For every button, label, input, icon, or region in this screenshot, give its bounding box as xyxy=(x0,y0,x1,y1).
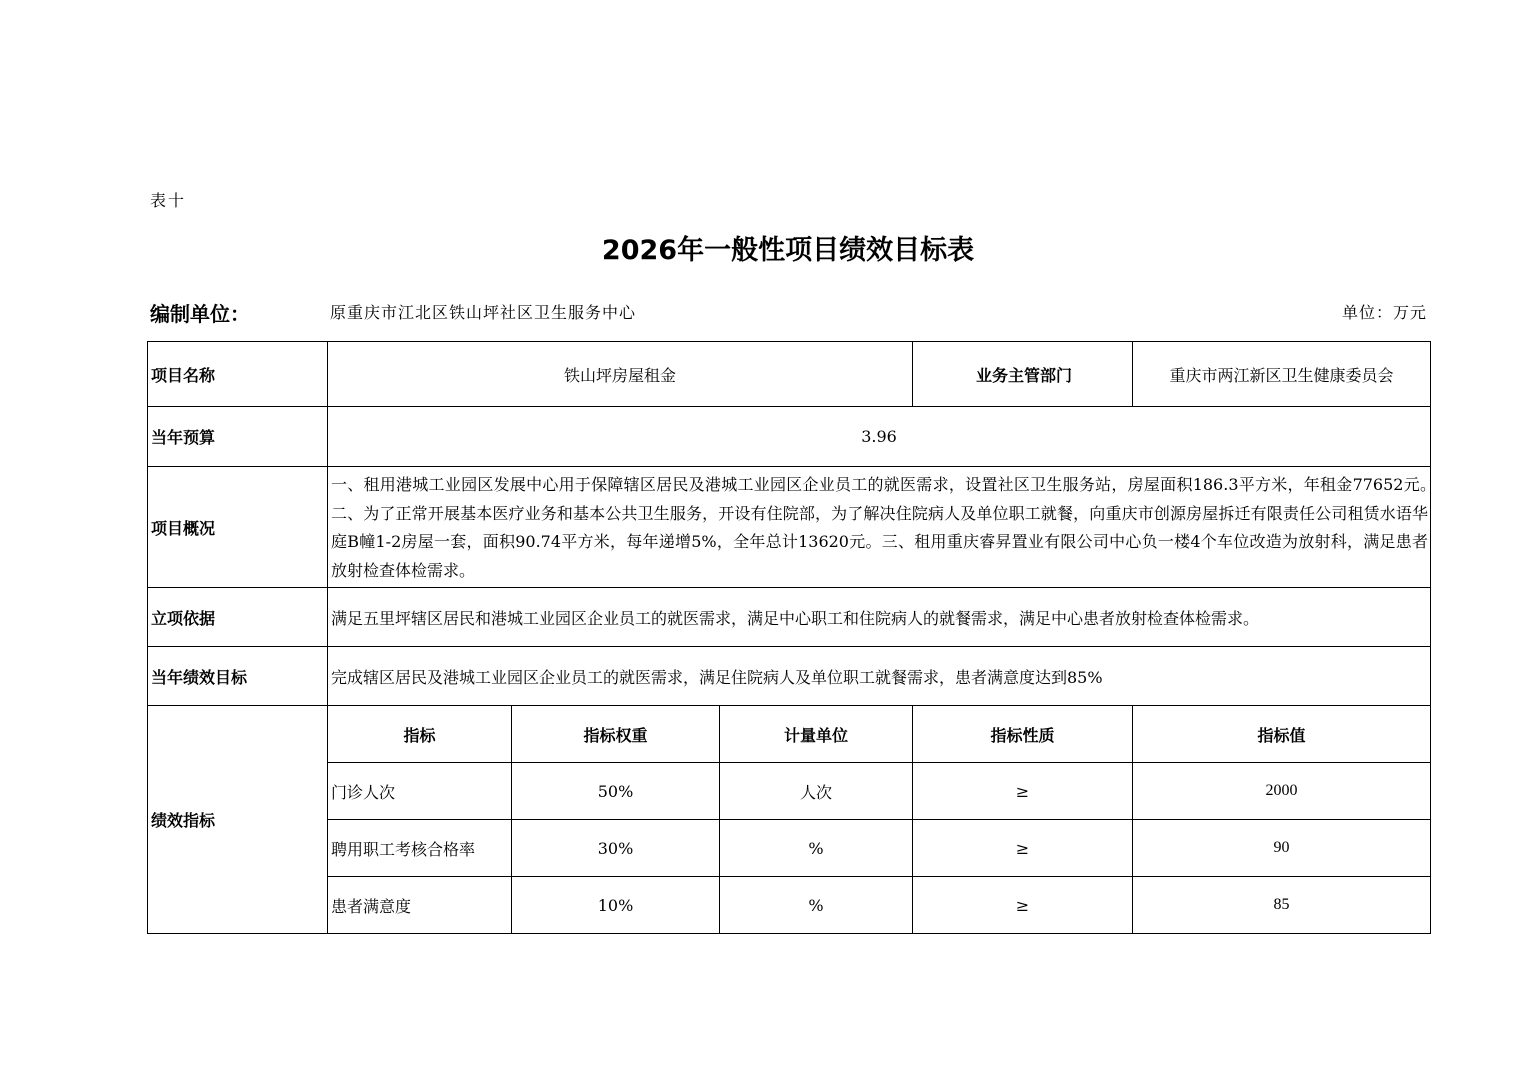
row-basis xyxy=(148,588,1431,647)
col-header-indicator: 指标 xyxy=(328,706,512,763)
indicator-value: 90 xyxy=(1133,820,1431,877)
table-row xyxy=(148,877,1431,934)
project-name-value: 铁山坪房屋租金 xyxy=(328,342,913,407)
row-project-name xyxy=(148,342,1431,407)
basis-label: 立项依据 xyxy=(148,588,328,647)
summary-label: 项目概况 xyxy=(148,467,328,588)
indicator-name: 患者满意度 xyxy=(328,877,512,934)
budget-label: 当年预算 xyxy=(148,407,328,467)
indicator-unit: 人次 xyxy=(720,763,913,820)
indicators-label: 绩效指标 xyxy=(148,706,328,934)
indicator-weight: 10% xyxy=(512,877,720,934)
performance-table xyxy=(147,341,1445,934)
unit-note: 单位：万元 xyxy=(1341,303,1427,322)
row-summary xyxy=(148,467,1431,588)
indicator-weight: 30% xyxy=(512,820,720,877)
dept-value: 重庆市两江新区卫生健康委员会 xyxy=(1133,342,1431,407)
project-name-label: 项目名称 xyxy=(148,342,328,407)
table-row xyxy=(148,763,1431,820)
indicator-header-row xyxy=(148,706,1431,763)
org-label: 编制单位： xyxy=(150,302,250,326)
indicator-nature: ≥ xyxy=(913,820,1133,877)
indicator-value: 2000 xyxy=(1133,763,1431,820)
table-row xyxy=(148,820,1431,877)
indicator-weight: 50% xyxy=(512,763,720,820)
indicator-nature: ≥ xyxy=(913,763,1133,820)
col-header-nature: 指标性质 xyxy=(913,706,1133,763)
indicator-name: 聘用职工考核合格率 xyxy=(328,820,512,877)
basis-value: 满足五里坪辖区居民和港城工业园区企业员工的就医需求，满足中心职工和住院病人的就餐需求，满足中心患者放射检查体检需求。 xyxy=(328,588,1431,647)
table-number-label: 表十 xyxy=(150,191,187,210)
indicator-nature: ≥ xyxy=(913,877,1133,934)
summary-value: 一、租用港城工业园区发展中心用于保障辖区居民及港城工业园区企业员工的就医需求，设置社区卫生服务站，房屋面积186.3平方米，年租金77652元。 二、为了正常开展基本医疗业务和基本公共卫生服务，开设有住院部，为了解决住院病人及单位职工就餐，向重庆市创源房屋拆迁有限责任公司租赁水语华庭B幢1-2房屋一套，面积90.74平方米，每年递增5%，全年总计13620元。三、租用重庆睿昇置业有限公司中心负一楼4个车位改造为放射科，满足患者放射检查体检需求。 xyxy=(328,467,1431,588)
page-title: 2026年一般性项目绩效目标表 xyxy=(601,235,975,266)
col-header-unit: 计量单位 xyxy=(720,706,913,763)
goal-value: 完成辖区居民及港城工业园区企业员工的就医需求，满足住院病人及单位职工就餐需求，患者满意度达到85% xyxy=(328,647,1431,706)
indicator-unit: % xyxy=(720,877,913,934)
indicator-value: 85 xyxy=(1133,877,1431,934)
col-header-weight: 指标权重 xyxy=(512,706,720,763)
row-goal xyxy=(148,647,1431,706)
org-value: 原重庆市江北区铁山坪社区卫生服务中心 xyxy=(330,303,637,322)
indicator-unit: % xyxy=(720,820,913,877)
goal-label: 当年绩效目标 xyxy=(148,647,328,706)
indicator-name: 门诊人次 xyxy=(328,763,512,820)
row-budget xyxy=(148,407,1431,467)
dept-label: 业务主管部门 xyxy=(913,342,1133,407)
col-header-value: 指标值 xyxy=(1133,706,1431,763)
budget-value: 3.96 xyxy=(328,407,1431,467)
